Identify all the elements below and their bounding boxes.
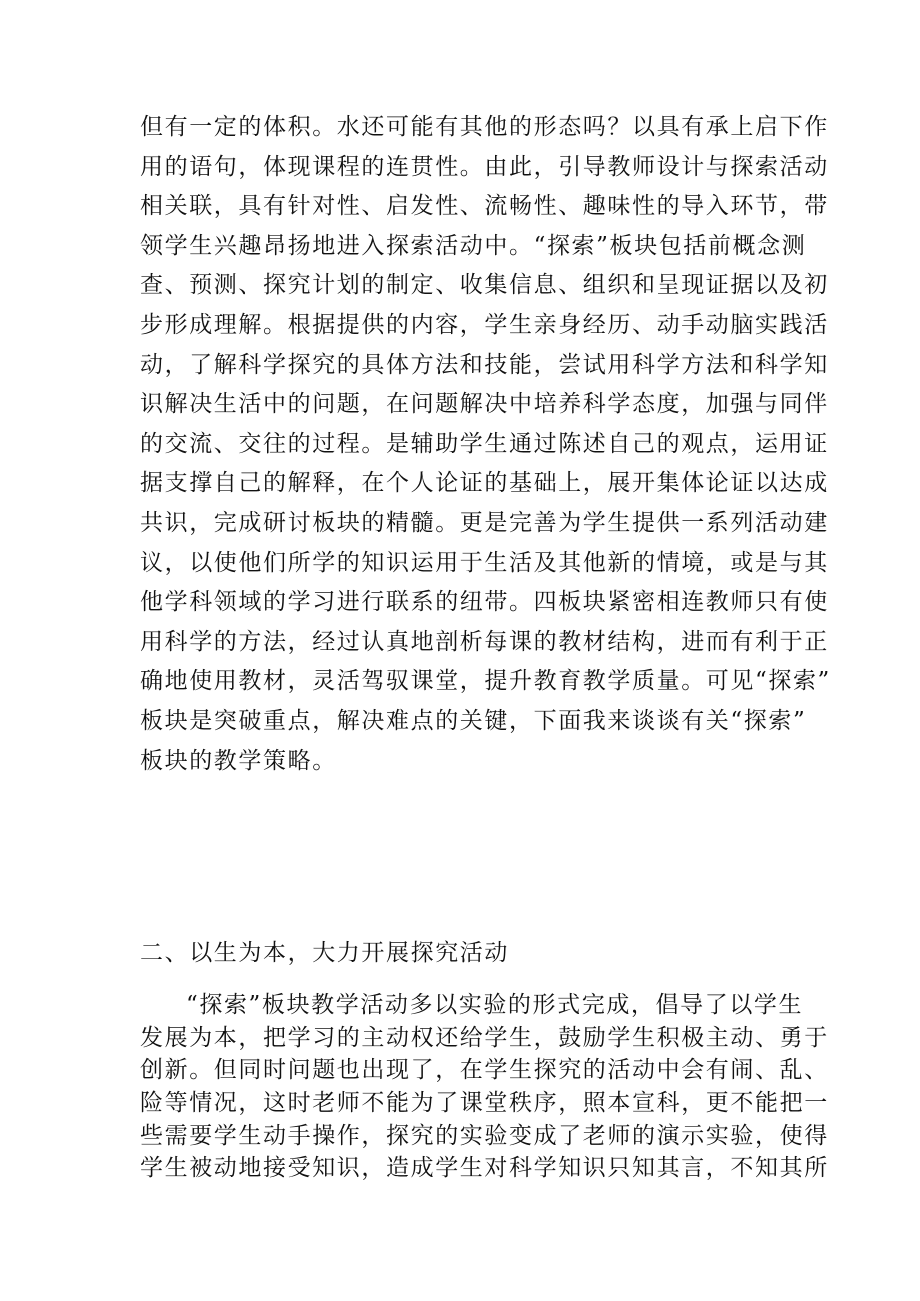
paragraph-line: 创新。但同时问题也出现了，在学生探究的活动中会有闹、乱、 <box>140 1057 829 1084</box>
paragraph-line: 议，以使他们所学的知识运用于生活及其他新的情境，或是与其 <box>140 549 829 576</box>
body-paragraph-1 <box>140 108 831 781</box>
paragraph-line: 据支撑自己的解释，在个人论证的基础上，展开集体论证以达成 <box>140 470 829 497</box>
paragraph-line: 板块的教学策略。 <box>140 747 337 774</box>
paragraph-line: 动，了解科学探究的具体方法和技能，尝试用科学方法和科学知 <box>140 351 829 378</box>
paragraph-line: 他学科领域的学习进行联系的纽带。四板块紧密相连教师只有使 <box>140 589 829 616</box>
paragraph-line: 识解决生活中的问题，在问题解决中培养科学态度，加强与同伴 <box>140 391 829 418</box>
paragraph-line: 用的语句，体现课程的连贯性。由此，引导教师设计与探索活动 <box>140 153 829 180</box>
paragraph-line: 的交流、交往的过程。是辅助学生通过陈述自己的观点，运用证 <box>140 430 829 457</box>
paragraph-line: 共识，完成研讨板块的精髓。更是完善为学生提供一系列活动建 <box>140 509 829 536</box>
paragraph-line: 板块是突破重点，解决难点的关键，下面我来谈谈有关“探索” <box>140 707 807 734</box>
paragraph-line: 领学生兴趣昂扬地进入探索活动中。“探索”板块包括前概念测 <box>140 232 807 259</box>
body-paragraph-2 <box>140 989 829 1185</box>
paragraph-line: 发展为本，把学习的主动权还给学生，鼓励学生积极主动、勇于 <box>140 1024 829 1051</box>
paragraph-line: 学生被动地接受知识，造成学生对科学知识只知其言，不知其所 <box>140 1155 829 1182</box>
paragraph-line: 用科学的方法，经过认真地剖析每课的教材结构，进而有利于正 <box>140 628 829 655</box>
paragraph-line: 但有一定的体积。水还可能有其他的形态吗？以具有承上启下作 <box>140 114 829 140</box>
paragraph-line: 相关联，具有针对性、启发性、流畅性、趣味性的导入环节，带 <box>140 193 829 220</box>
paragraph-line: 步形成理解。根据提供的内容，学生亲身经历、动手动脑实践活 <box>140 311 829 338</box>
paragraph-line: 确地使用教材，灵活驾驭课堂，提升教育教学质量。可见“探索” <box>140 668 831 695</box>
paragraph-line: 险等情况，这时老师不能为了课堂秩序，照本宣科，更不能把一 <box>140 1090 829 1117</box>
paragraph-line: 查、预测、探究计划的制定、收集信息、组织和呈现证据以及初 <box>140 272 829 299</box>
paragraph-line: 些需要学生动手操作，探究的实验变成了老师的演示实验，使得 <box>140 1122 829 1149</box>
section-heading: 二、以生为本，大力开展探究活动 <box>140 940 509 966</box>
paragraph-line: “探索”板块教学活动多以实验的形式完成，倡导了以学生 <box>186 992 804 1018</box>
